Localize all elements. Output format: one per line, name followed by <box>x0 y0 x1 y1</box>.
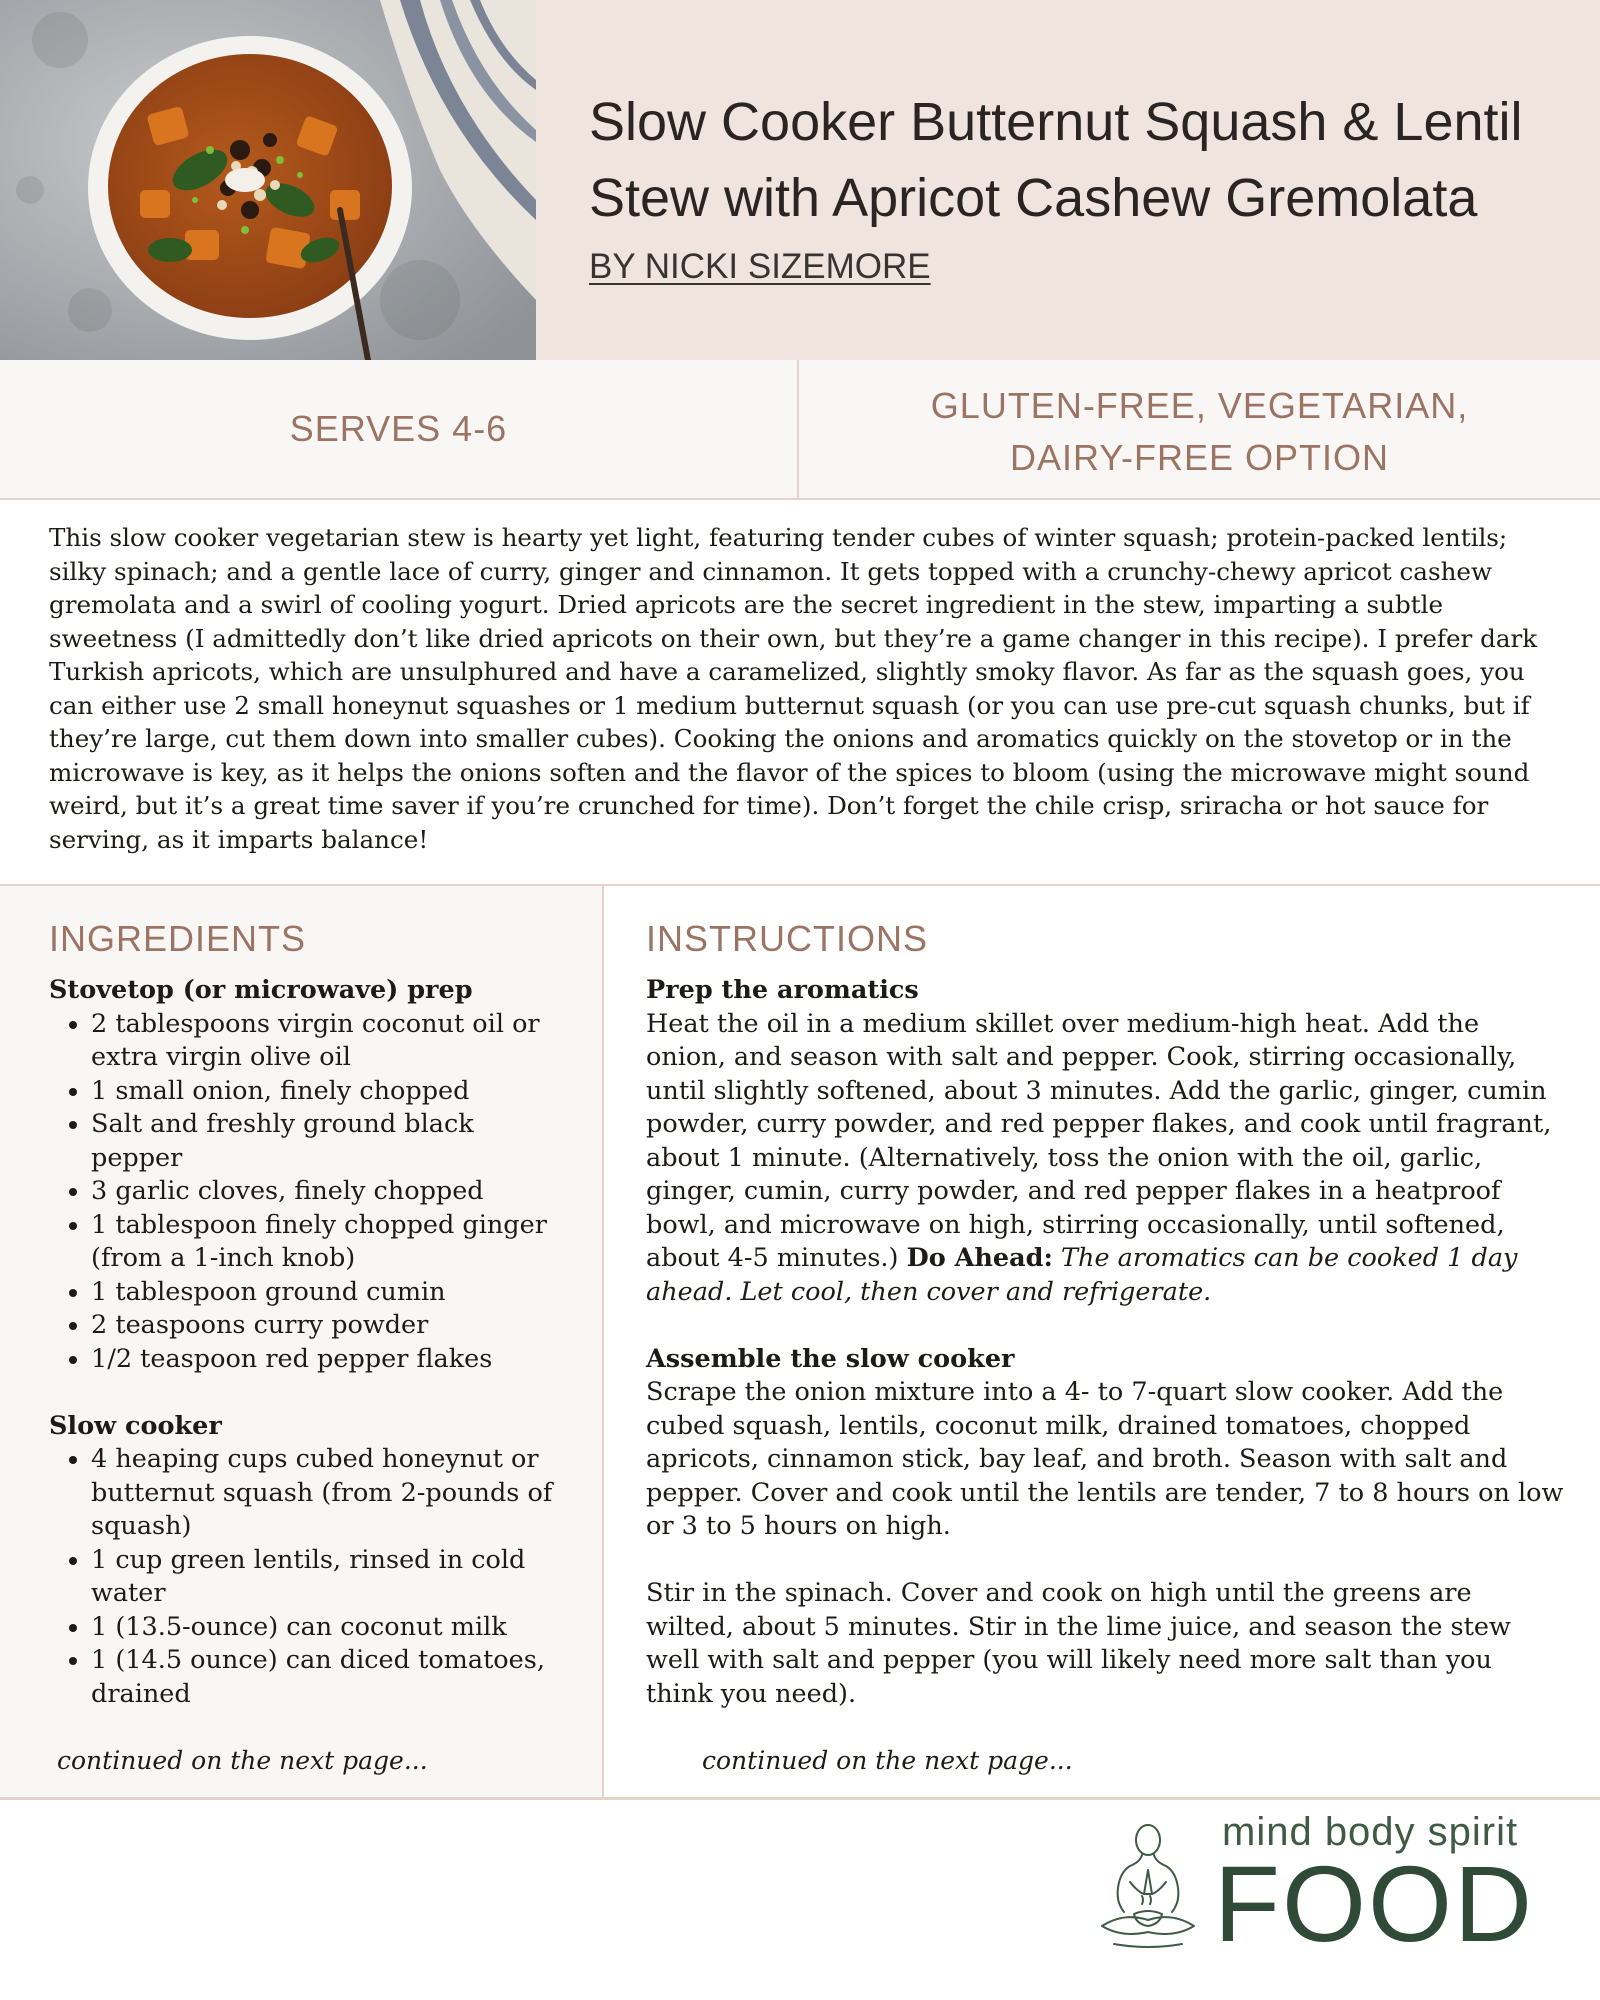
spacer <box>49 1376 569 1410</box>
author-byline: BY NICKI SIZEMORE <box>589 247 931 286</box>
stew-bowl-photo <box>0 0 536 360</box>
column-divider <box>602 886 604 1798</box>
stew-bowl-illustration <box>0 0 536 360</box>
recipe-title: Slow Cooker Butternut Squash & Lentil Stew with Apricot Cashew Gremolata <box>589 92 1523 228</box>
step-text <box>646 1008 1566 1310</box>
ingredient-item: • 1 tablespoon finely chopped ginger (from a 1-inch knob) <box>91 1209 569 1276</box>
ingredient-item: • 1 (13.5-ounce) can coconut milk <box>91 1611 569 1645</box>
ingredients-list <box>49 974 569 1711</box>
step-text: Scrape the onion mixture into a 4- to 7-quart slow cooker. Add the cubed squash, lentils, coconut milk, drained tomatoes, chopped apricots, cinnamon stick, bay leaf, and broth. Season with salt and pepper. Cover and cook until the lentils are tender, 7 to 8 hours on low or 3 to 5 hours on high. <box>646 1377 1564 1541</box>
step-body: Heat the oil in a medium skillet over medium-high heat. Add the onion, and season with salt and pepper. Cook, stirring occasionally, until slightly softened, about 3 minutes. Add the garlic, ginger, cumin powder, curry powder, and red pepper flakes, and cook until fragrant, about 1 minute. (Alternatively, toss the onion with the oil, garlic, ginger, cumin, curry powder, and red pepper flakes in a heatproof bowl, and microwave on high, stirring occasionally, until softened, about 4-5 minutes.) <box>646 1008 1552 1273</box>
step-text: Stir in the spinach. Cover and cook on high until the greens are wilted, about 5 minutes. Stir in the lime juice, and season the stew well with salt and pepper (you will likely need more salt than you think you need). <box>646 1578 1511 1709</box>
ingredients-continued-note: continued on the next page... <box>57 1746 428 1775</box>
ingredient-item: • 1 small onion, finely chopped <box>91 1075 569 1109</box>
ingredient-item: • 1 tablespoon ground cumin <box>91 1276 569 1310</box>
ingredients-heading: INGREDIENTS <box>49 918 307 959</box>
ingredient-item: • 2 teaspoons curry powder <box>91 1309 569 1343</box>
do-ahead-label: Do Ahead: <box>906 1243 1053 1273</box>
instructions-list <box>646 974 1566 1711</box>
servings-label: SERVES 4-6 <box>289 408 508 449</box>
ingredient-item: • Salt and freshly ground black pepper <box>91 1108 569 1175</box>
step-title: Prep the aromatics <box>646 975 919 1005</box>
recipe-header <box>0 0 1600 360</box>
do-ahead-text: The aromatics can be cooked 1 day ahead. Let cool, then cover and refrigerate. <box>646 1243 1518 1307</box>
ingredient-item: • 1 (14.5 ounce) can diced tomatoes, drained <box>91 1644 569 1711</box>
ingredient-item: • 1 cup green lentils, rinsed in cold water <box>91 1544 569 1611</box>
recipe-intro: This slow cooker vegetarian stew is hearty yet light, featuring tender cubes of winter squash; protein-packed lentils; silky spinach; and a gentle lace of curry, ginger and cinnamon. It gets topped with a crunchy-chewy apricot cashew gremolata and a swirl of cooling yogurt. Dried apricots are the secret ingredient in the stew, imparting a subtle sweetness (I admittedly don’t like dried apricots on their own, but they’re a game changer in this recipe). I prefer dark Turkish apricots, which are unsulphured and have a caramelized, slightly smoky flavor. As far as the squash goes, you can either use 2 small honeynut squashes or 1 medium butternut squash (or you can use pre-cut squash chunks, but if they’re large, cut them down into smaller cubes). Cooking the onions and aromatics quickly on the stovetop or in the microwave is key, as it helps the onions soften and the flavor of the spices to bloom (using the microwave might sound weird, but it’s a great time saver if you’re crunched for time). Don’t forget the chile crisp, sriracha or hot sauce for serving, as it imparts balance! <box>49 523 1538 854</box>
ingredient-item: • 1/2 teaspoon red pepper flakes <box>91 1343 569 1377</box>
ingredient-group-list <box>49 1008 569 1377</box>
ingredient-group-title: Slow cooker <box>49 1410 222 1441</box>
footer-divider <box>0 1797 1600 1800</box>
dietary-line-1: GLUTEN-FREE, VEGETARIAN, <box>930 385 1469 426</box>
logo-wordmark: FOOD <box>1214 1843 1534 1964</box>
ingredient-group-title: Stovetop (or microwave) prep <box>49 975 473 1005</box>
spacer <box>646 1309 1566 1343</box>
meditating-figure-logo-icon <box>1094 1822 1202 1952</box>
info-bar <box>0 360 1600 500</box>
instructions-heading: INSTRUCTIONS <box>646 918 928 959</box>
step-title: Assemble the slow cooker <box>646 1343 1015 1374</box>
logo-tagline: mind body spirit <box>1222 1810 1519 1854</box>
ingredient-group-list <box>49 1443 569 1711</box>
dietary-labels <box>799 380 1600 484</box>
ingredient-item: • 3 garlic cloves, finely chopped <box>91 1175 569 1209</box>
ingredient-item: • 2 tablespoons virgin coconut oil or extra virgin olive oil <box>91 1008 569 1075</box>
ingredient-item: • 4 heaping cups cubed honeynut or butternut squash (from 2-pounds of squash) <box>91 1443 569 1544</box>
spacer <box>646 1544 1566 1578</box>
instructions-continued-note: continued on the next page... <box>702 1746 1073 1775</box>
dietary-line-2: DAIRY-FREE OPTION <box>1009 437 1390 478</box>
